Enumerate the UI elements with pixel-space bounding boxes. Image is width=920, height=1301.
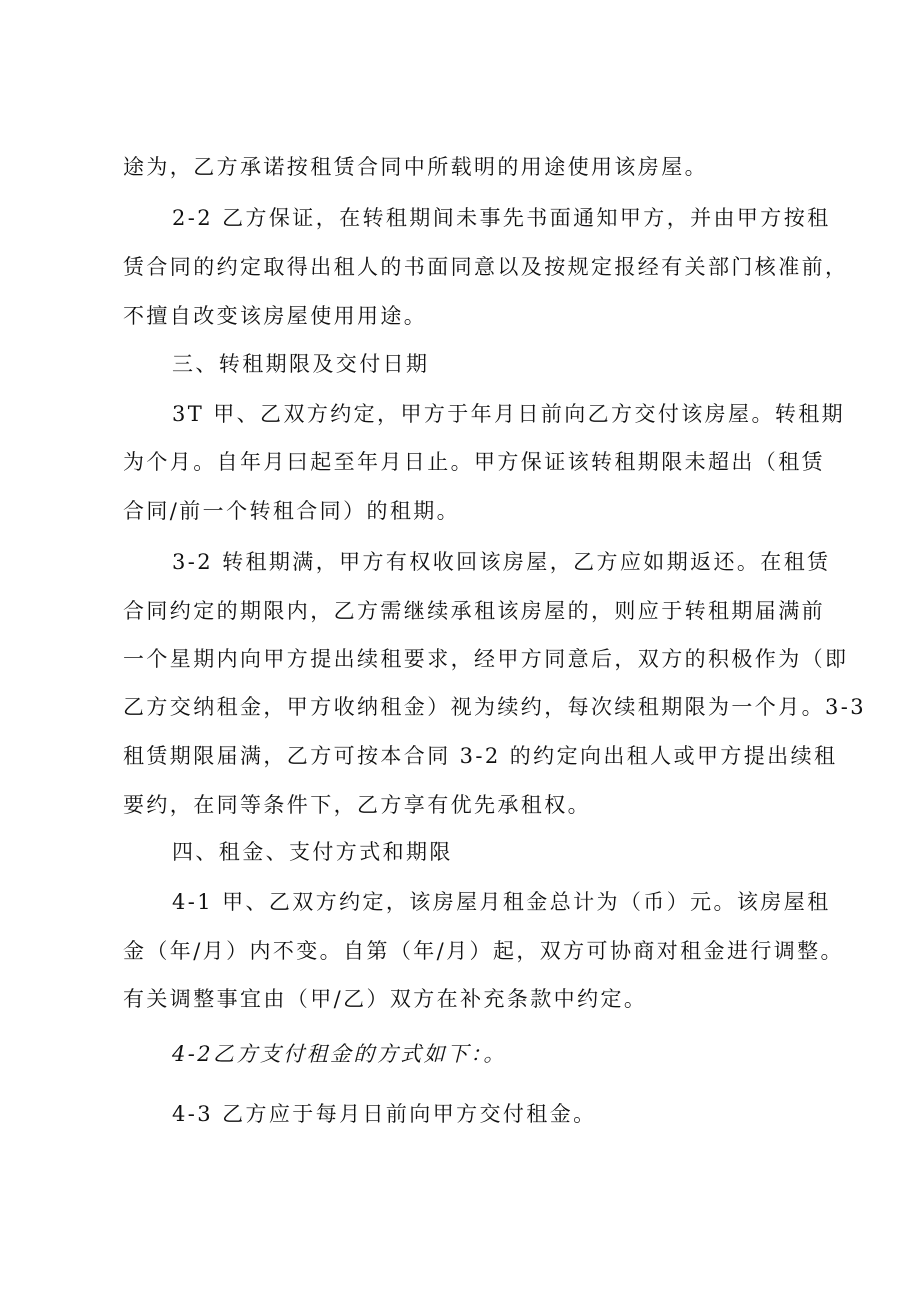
clause-3-2-line-4: 乙方交纳租金，甲方收纳租金）视为续约，每次续租期限为一个月。3-3 (123, 695, 867, 719)
clause-3-1-line-2: 为个月。自年月曰起至年月日止。甲方保证该转租期限未超出（租赁 (123, 450, 825, 474)
section-3-heading: 三、转租期限及交付日期 (172, 352, 430, 376)
clause-3-3-line-2: 要约，在同等条件下，乙方享有优先承租权。 (123, 793, 591, 817)
clause-4-1-line-2: 金（年/月）内不变。自第（年/月）起，双方可协商对租金进行调整。 (123, 939, 844, 963)
clause-4-1-line-1: 4-1 甲、乙双方约定，该房屋月租金总计为（币）元。该房屋租 (172, 890, 831, 914)
clause-4-3: 4-3 乙方应于每月日前向甲方交付租金。 (172, 1102, 597, 1126)
section-4-heading: 四、租金、支付方式和期限 (172, 840, 453, 864)
clause-2-2-line-3: 不擅自改变该房屋使用用途。 (123, 304, 428, 328)
clause-3-2-line-2: 合同约定的期限内，乙方需继续承租该房屋的，则应于转租期届满前 (123, 599, 825, 623)
text-line-1: 途为，乙方承诺按租赁合同中所载明的用途使用该房屋。 (123, 155, 708, 179)
clause-3-1-line-3: 合同/前一个转租合同）的租期。 (123, 499, 461, 523)
clause-3-2-line-3: 一个星期内向甲方提出续租要求，经甲方同意后，双方的积极作为（即 (123, 647, 849, 671)
clause-4-2: 4-2乙方支付租金的方式如下：。 (172, 1042, 507, 1066)
clause-3-2-line-1: 3-2 转租期满，甲方有权收回该房屋，乙方应如期返还。在租赁 (172, 550, 831, 574)
clause-3-1-line-1: 3T 甲、乙双方约定，甲方于年月日前向乙方交付该房屋。转租期 (172, 402, 846, 426)
clause-2-2-line-1: 2-2 乙方保证，在转租期间未事先书面通知甲方，并由甲方按租 (172, 206, 831, 230)
clause-2-2-line-2: 赁合同的约定取得出租人的书面同意以及按规定报经有关部门核准前， (123, 255, 849, 279)
clause-4-1-line-3: 有关调整事宜由（甲/乙）双方在补充条款中约定。 (123, 987, 648, 1011)
clause-3-3-line-1: 租赁期限届满，乙方可按本合同 3-2 的约定向出租人或甲方提出续租 (123, 744, 838, 768)
